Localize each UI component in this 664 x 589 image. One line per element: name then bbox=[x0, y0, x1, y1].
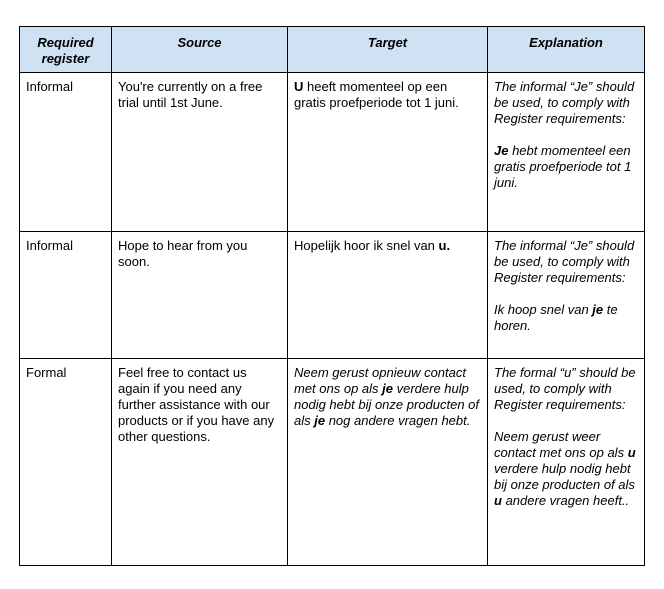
target-bold-text: je bbox=[314, 413, 326, 428]
target-text: Hopelijk hoor ik snel van bbox=[294, 238, 439, 253]
register-table bbox=[19, 26, 645, 566]
target-bold-text: u. bbox=[438, 238, 451, 253]
header-source: Source bbox=[112, 27, 288, 73]
target-bold-text: je bbox=[382, 381, 393, 396]
table-row bbox=[20, 359, 645, 566]
target-text: verdere hulp nodig hebt bij onze producten of als bbox=[294, 381, 480, 428]
explanation-note: The informal “Je” should be used, to comply with Register requirements: bbox=[494, 238, 635, 285]
register-cell: Formal bbox=[20, 359, 112, 566]
table-row bbox=[20, 73, 645, 232]
source-cell: Hope to hear from you soon. bbox=[112, 232, 288, 359]
explanation-note: The formal “u” should be used, to comply with Register requirements: bbox=[494, 365, 636, 412]
table-row bbox=[20, 232, 645, 359]
explanation-text: Neem gerust weer contact met ons op als bbox=[494, 429, 628, 460]
explanation-bold-text: Je bbox=[494, 143, 509, 158]
explanation-text: andere vragen heeft.. bbox=[501, 493, 630, 508]
target-cell bbox=[288, 359, 488, 566]
explanation-note: The informal “Je” should be used, to comply with Register requirements: bbox=[494, 79, 635, 126]
header-target: Target bbox=[288, 27, 488, 73]
target-text: Neem gerust opnieuw contact met ons op als bbox=[294, 365, 466, 396]
explanation-cell bbox=[488, 232, 645, 359]
explanation-bold-text: u bbox=[494, 493, 502, 508]
explanation-cell bbox=[488, 359, 645, 566]
explanation-text: verdere hulp nodig hebt bij onze producten of als bbox=[494, 461, 635, 492]
explanation-bold-text: je bbox=[592, 302, 604, 317]
explanation-cell bbox=[488, 73, 645, 232]
target-cell bbox=[288, 73, 488, 232]
target-bold-text: U bbox=[294, 79, 304, 94]
header-explanation: Explanation bbox=[488, 27, 645, 73]
source-cell: You're currently on a free trial until 1st June. bbox=[112, 73, 288, 232]
explanation-text: te horen. bbox=[494, 302, 618, 333]
register-cell: Informal bbox=[20, 73, 112, 232]
target-text: heeft momenteel op een gratis proefperiode tot 1 juni. bbox=[294, 79, 459, 110]
register-cell: Informal bbox=[20, 232, 112, 359]
target-text: nog andere vragen hebt. bbox=[325, 413, 471, 428]
explanation-text: Ik hoop snel van bbox=[494, 302, 593, 317]
explanation-text: hebt momenteel een gratis proefperiode tot 1 juni. bbox=[494, 143, 632, 190]
header-row bbox=[20, 27, 645, 73]
header-required-register: Required register bbox=[20, 27, 112, 73]
source-cell: Feel free to contact us again if you need any further assistance with our products or if you have any other questions. bbox=[112, 359, 288, 566]
target-cell bbox=[288, 232, 488, 359]
explanation-bold-text: u bbox=[627, 445, 636, 460]
